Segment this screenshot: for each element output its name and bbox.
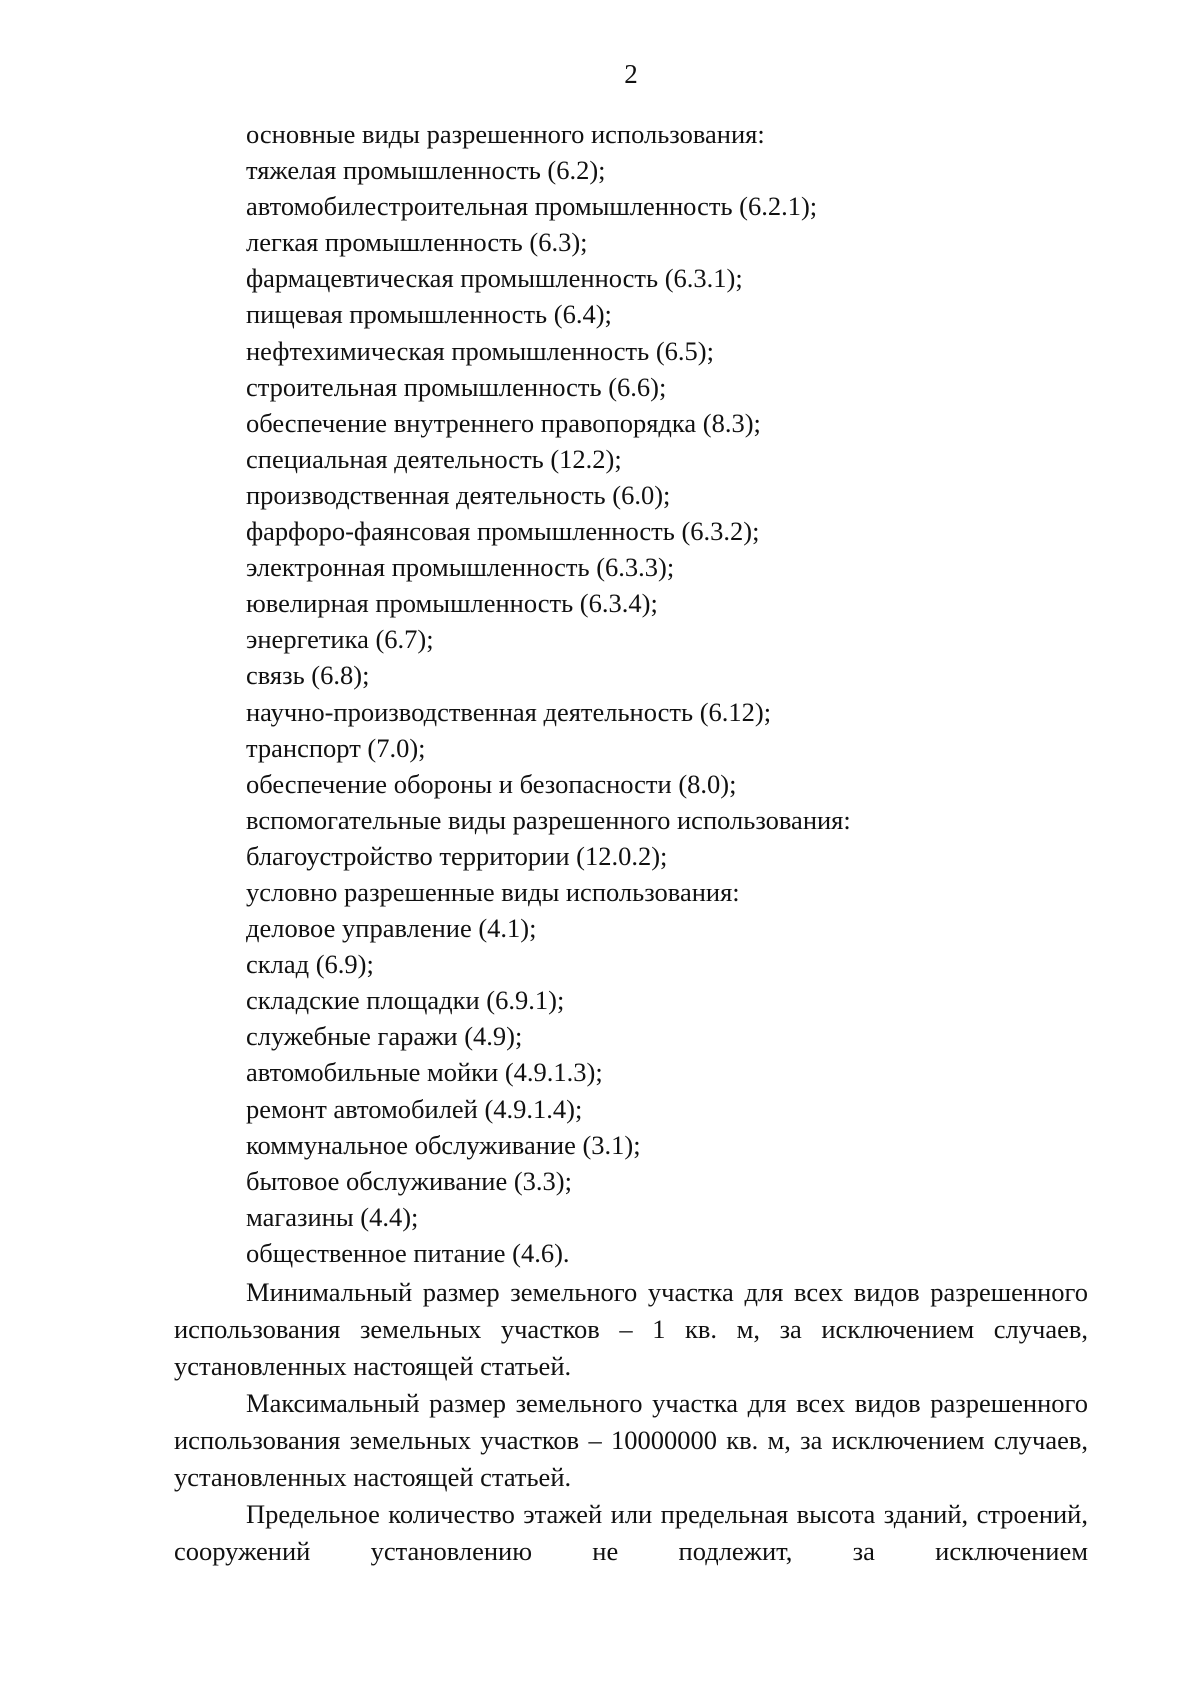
list-item: фармацевтическая промышленность (6.3.1); [246,263,743,294]
permitted-use-list [246,116,1146,1271]
list-item: вспомогательные виды разрешенного использования: [246,804,851,835]
list-item: тяжелая промышленность (6.2); [246,155,606,186]
list-item: транспорт (7.0); [246,732,426,763]
list-item: условно разрешенные виды использования: [246,876,740,907]
list-item: обеспечение внутреннего правопорядка (8.3); [246,407,761,438]
list-item: легкая промышленность (6.3); [246,227,588,258]
paragraph-max-plot-size [174,1385,1088,1496]
list-item: автомобилестроительная промышленность (6.2.1); [246,191,818,222]
list-item: магазины (4.4); [246,1201,419,1232]
list-item: деловое управление (4.1); [246,913,537,944]
paragraph-text: Максимальный размер земельного участка для всех видов разрешенного использования земельных участков – 10000000 кв. м, за исключением случаев, установленных настоящей статьей. [174,1388,1088,1492]
list-item: коммунальное обслуживание (3.1); [246,1129,641,1160]
list-item: благоустройство территории (12.0.2); [246,840,668,871]
list-item: бытовое обслуживание (3.3); [246,1165,572,1196]
list-item: связь (6.8); [246,660,370,691]
paragraph-text: Предельное количество этажей или предельная высота зданий, строений, сооружений установлению не подлежит, за исключением [174,1499,1088,1566]
list-item: производственная деятельность (6.0); [246,479,671,510]
list-item: научно-производственная деятельность (6.12); [246,696,772,727]
list-item: служебные гаражи (4.9); [246,1021,523,1052]
list-item: пищевая промышленность (6.4); [246,299,612,330]
paragraph-floors-limit [174,1496,1088,1570]
list-item: ремонт автомобилей (4.9.1.4); [246,1093,583,1124]
list-item: общественное питание (4.6). [246,1237,570,1268]
list-item: электронная промышленность (6.3.3); [246,552,675,583]
list-item: ювелирная промышленность (6.3.4); [246,588,658,619]
list-item: строительная промышленность (6.6); [246,371,667,402]
list-item: специальная деятельность (12.2); [246,443,622,474]
list-item: обеспечение обороны и безопасности (8.0); [246,768,737,799]
list-item: автомобильные мойки (4.9.1.3); [246,1057,603,1088]
paragraph-min-plot-size [174,1274,1088,1385]
page-number: 2 [624,59,638,89]
list-item: фарфоро-фаянсовая промышленность (6.3.2); [246,516,760,547]
paragraph-text: Минимальный размер земельного участка для всех видов разрешенного использования земельных участков – 1 кв. м, за исключением случаев, установленных настоящей статьей. [174,1277,1088,1381]
list-item: энергетика (6.7); [246,624,434,655]
list-item: нефтехимическая промышленность (6.5); [246,335,714,366]
list-item: основные виды разрешенного использования: [246,119,765,149]
list-item: склад (6.9); [246,949,374,980]
list-item: складские площадки (6.9.1); [246,985,565,1016]
